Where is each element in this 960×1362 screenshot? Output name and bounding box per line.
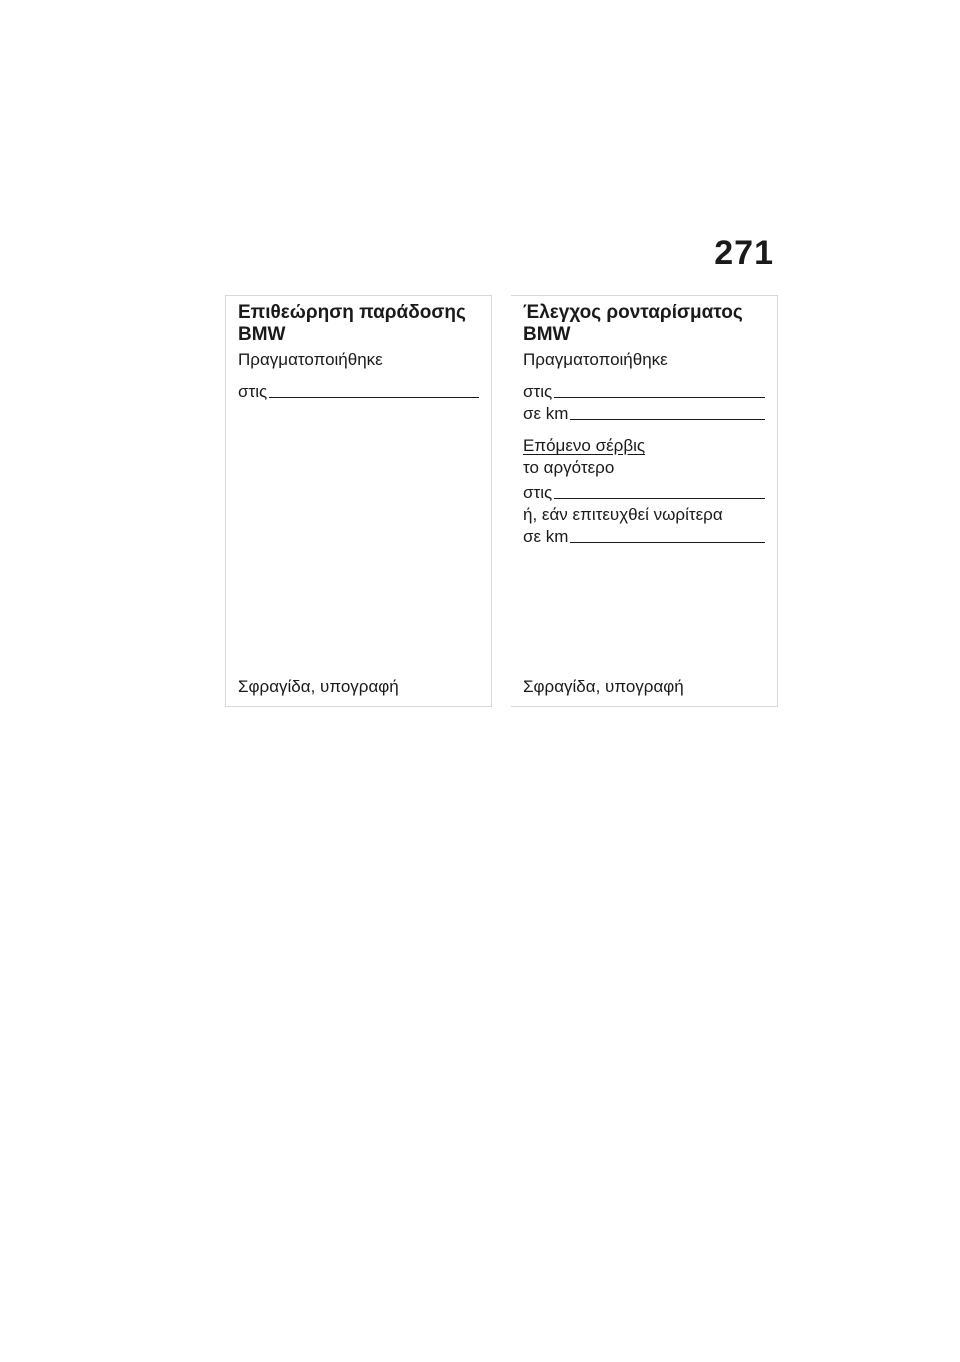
page-number: 271 [714,234,774,272]
next-service-date-label: στις [523,483,553,502]
delivery-date-label: στις [238,382,268,401]
break-in-date-label: στις [523,382,553,401]
delivery-inspection-title: Επιθεώρηση παράδοσης BMW [238,302,466,345]
break-in-km-field[interactable] [523,403,765,425]
next-service-km-line[interactable] [570,541,765,543]
break-in-date-field[interactable] [523,381,765,403]
break-in-check-title: Έλεγχος ρονταρίσματος BMW [523,302,743,345]
next-service-km-label: σε km [523,527,569,546]
delivery-date-line[interactable] [269,396,479,398]
break-in-stamp-signature: Σφραγίδα, υπογραφή [523,677,684,696]
break-in-check-panel [511,295,778,707]
next-service-heading: Επόμενο σέρβις [523,436,646,455]
next-service-date-line[interactable] [554,497,765,499]
break-in-km-line[interactable] [570,418,765,420]
delivery-date-field[interactable] [238,381,479,403]
delivery-stamp-signature: Σφραγίδα, υπογραφή [238,677,399,696]
next-service-km-field[interactable] [523,526,765,548]
next-service-latest-label: το αργότερο [523,458,615,477]
break-in-km-label: σε km [523,404,569,423]
delivery-completed-label: Πραγματοποιήθηκε [238,350,383,369]
break-in-completed-label: Πραγματοποιήθηκε [523,350,668,369]
delivery-inspection-panel [225,295,492,707]
next-service-date-field[interactable] [523,482,765,504]
break-in-date-line[interactable] [554,396,765,398]
next-service-earlier-label: ή, εάν επιτευχθεί νωρίτερα [523,505,723,524]
